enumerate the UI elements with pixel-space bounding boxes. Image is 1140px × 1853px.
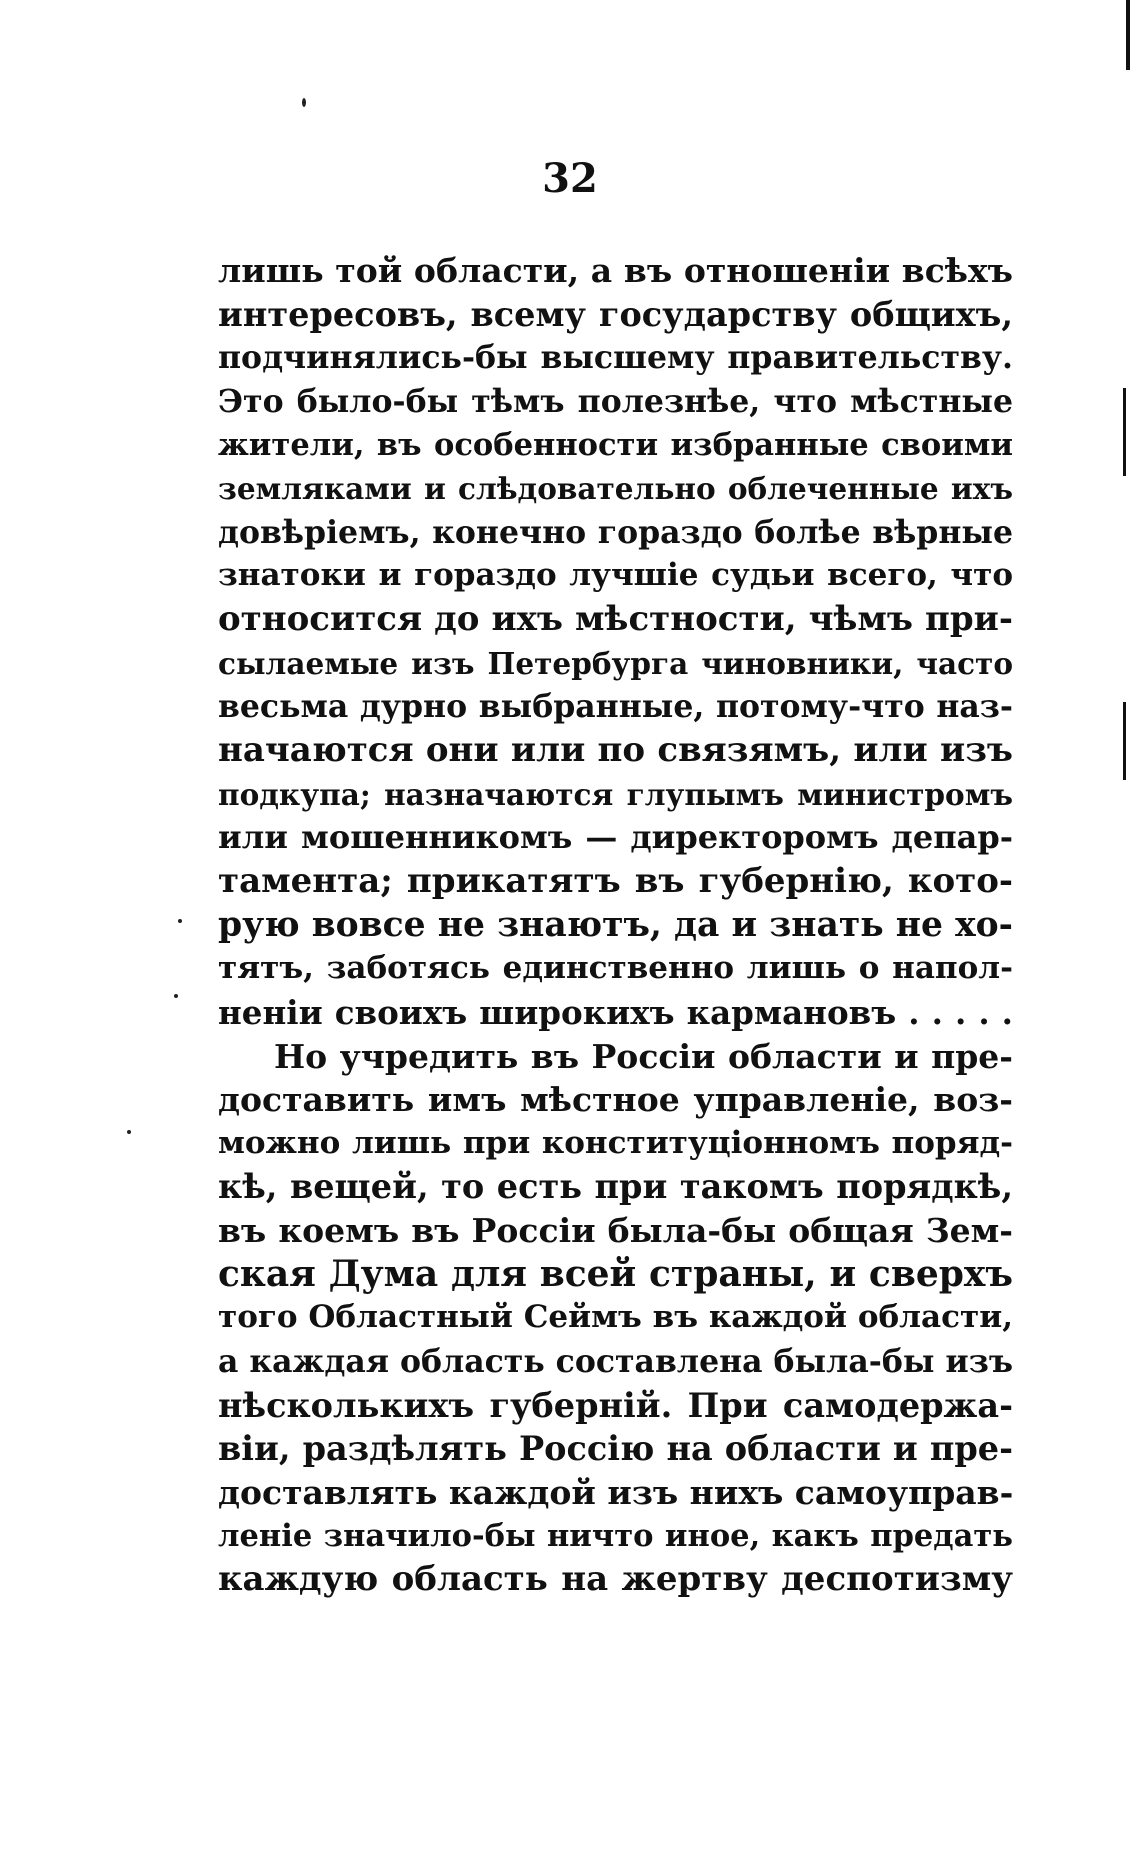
scan-speck (174, 994, 178, 998)
text-line: сылаемые изъ Петербурга чиновники, часто (218, 645, 1013, 681)
text-line: доставить имъ мѣстное управленіе, воз- (218, 1080, 1013, 1120)
scan-speck (302, 98, 306, 107)
text-line: интересовъ, всему государству общихъ, (218, 294, 1013, 334)
text-line: лишь той области, а въ отношеніи всѣхъ (218, 251, 1013, 290)
text-line: земляками и слѣдовательно облеченные ихъ (218, 471, 1013, 507)
paragraph-start-line: Но учредить въ Россіи области и пре- (274, 1036, 1013, 1076)
margin-mark (1123, 388, 1126, 476)
text-line: кѣ, вещей, то есть при такомъ порядкѣ, (218, 1167, 1013, 1207)
text-line: можно лишь при конституціонномъ поряд- (218, 1124, 1013, 1161)
text-line: въ коемъ въ Россіи была-бы общая Зем- (218, 1211, 1013, 1251)
text-line: тятъ, заботясь единственно лишь о напол- (218, 950, 1013, 987)
margin-mark (1123, 702, 1126, 780)
text-line: подкупа; назначаются глупымъ министромъ (218, 776, 1013, 812)
text-line: того Областный Сеймъ въ каждой области, (218, 1299, 1013, 1336)
text-line: доставлять каждой изъ нихъ самоуправ- (218, 1472, 1013, 1512)
text-line: ская Дума для всей страны, и сверхъ (218, 1252, 1013, 1295)
text-line: віи, раздѣлять Россію на области и пре- (218, 1429, 1013, 1469)
text-line: подчинялись-бы высшему правительству. (218, 339, 1013, 377)
scan-speck (178, 919, 182, 923)
text-line: а каждая область составлена была-бы изъ (218, 1343, 1013, 1381)
text-line: каждую область на жертву деспотизму (218, 1559, 1013, 1600)
text-line: Это было-бы тѣмъ полезнѣе, что мѣстные (218, 382, 1013, 420)
text-line: начаются они или по связямъ, или изъ (218, 730, 1013, 771)
text-line: весьма дурно выбранные, потому-что наз- (218, 688, 1013, 726)
text-line: тамента; прикатятъ въ губернію, кото- (218, 860, 1013, 901)
text-line: нѣсколькихъ губерній. При самодержа- (218, 1385, 1013, 1425)
text-line: довѣріемъ, конечно гораздо болѣе вѣрные (218, 513, 1013, 551)
text-line: неніи своихъ широкихъ кармановъ . . . . . (218, 992, 1013, 1032)
text-line: относится до ихъ мѣстности, чѣмъ при- (218, 599, 1013, 640)
body-text (218, 249, 1013, 1602)
text-line: леніе значило-бы ничто иное, какъ предать (218, 1517, 1013, 1554)
text-line: жители, въ особенности избранные своими (218, 426, 1013, 463)
text-line: или мошенникомъ — директоромъ депар- (218, 818, 1013, 857)
page-edge-line (1126, 0, 1130, 70)
page-number: 32 (542, 155, 598, 202)
text-line: знатоки и гораздо лучшіе судьи всего, что (218, 557, 1013, 594)
text-line: рую вовсе не знаютъ, да и знать не хо- (218, 904, 1013, 945)
scan-speck (127, 1130, 131, 1134)
